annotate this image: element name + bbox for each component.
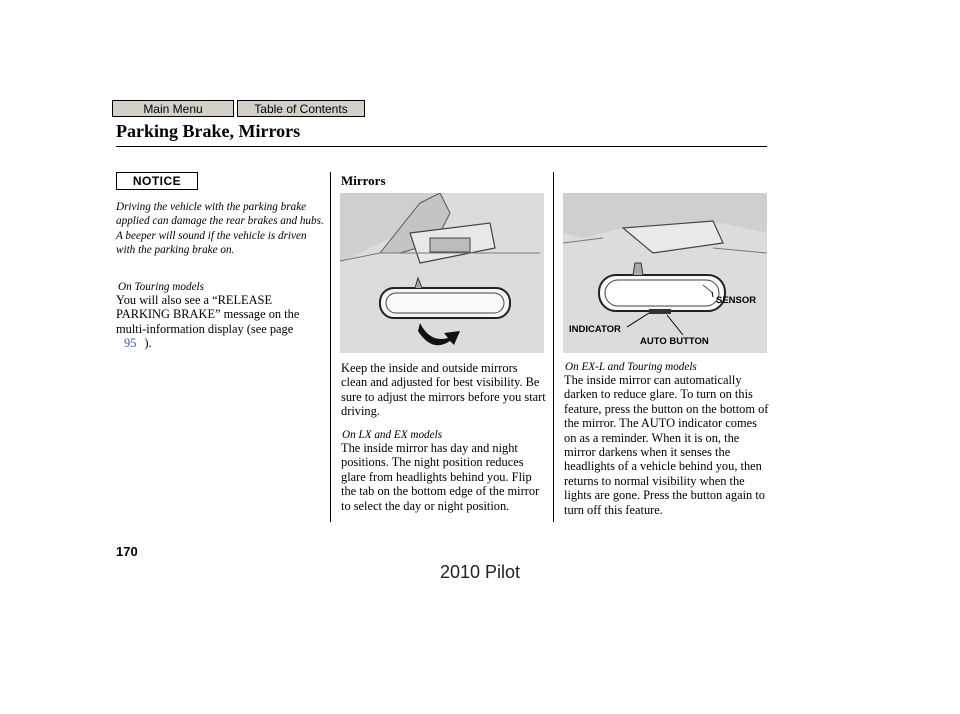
mirrors-heading: Mirrors [341,173,386,188]
column-divider-1 [330,172,331,522]
touring-text-body: You will also see a “RELEASE PARKING BRAKE” message on the multi-information display (see page [116,293,300,336]
auto-button-callout: AUTO BUTTON [640,336,709,347]
touring-model-label: On Touring models [118,281,204,293]
sensor-callout: SENSOR [716,295,757,306]
title-rule [116,146,767,147]
indicator-callout: INDICATOR [569,324,621,335]
page-95-link[interactable]: 95 [124,336,137,351]
touring-suffix: ). [144,336,152,351]
exl-text: The inside mirror can automatically darken to reduce glare. To turn on this feature, press the button on the bottom of the mirror. The AUTO indicator comes on as a reminder. When it is on, the mirror darkens when it senses the headlights of a vehicle behind you, then returns to normal visibility when the lights are gone. Press the button again to turn off this feature. [564,373,769,517]
mirrors-intro: Keep the inside and outside mirrors clean and adjusted for best visibility. Be sure to adjust the mirrors before you start driving. [341,361,546,419]
notice-badge: NOTICE [116,172,198,190]
day-night-mirror-illustration [340,193,544,353]
main-menu-button[interactable]: Main Menu [112,100,234,117]
lx-text: The inside mirror has day and night positions. The night position reduces glare from headlights behind you. Flip the tab on the bottom edge of the mirror to select the day or night position. [341,441,540,513]
column-divider-2 [553,172,554,522]
lx-model-label: On LX and EX models [342,429,443,441]
notice-text: Driving the vehicle with the parking brake applied can damage the rear brakes and hubs. A beeper will sound if the vehicle is driven with the parking brake on. [116,201,324,256]
page-title: Parking Brake, Mirrors [116,121,301,141]
page-number: 170 [116,544,138,559]
exl-model-label: On EX-L and Touring models [565,361,697,373]
touring-text [116,293,324,351]
footer-model: 2010 Pilot [439,562,521,582]
table-of-contents-button[interactable]: Table of Contents [237,100,365,117]
